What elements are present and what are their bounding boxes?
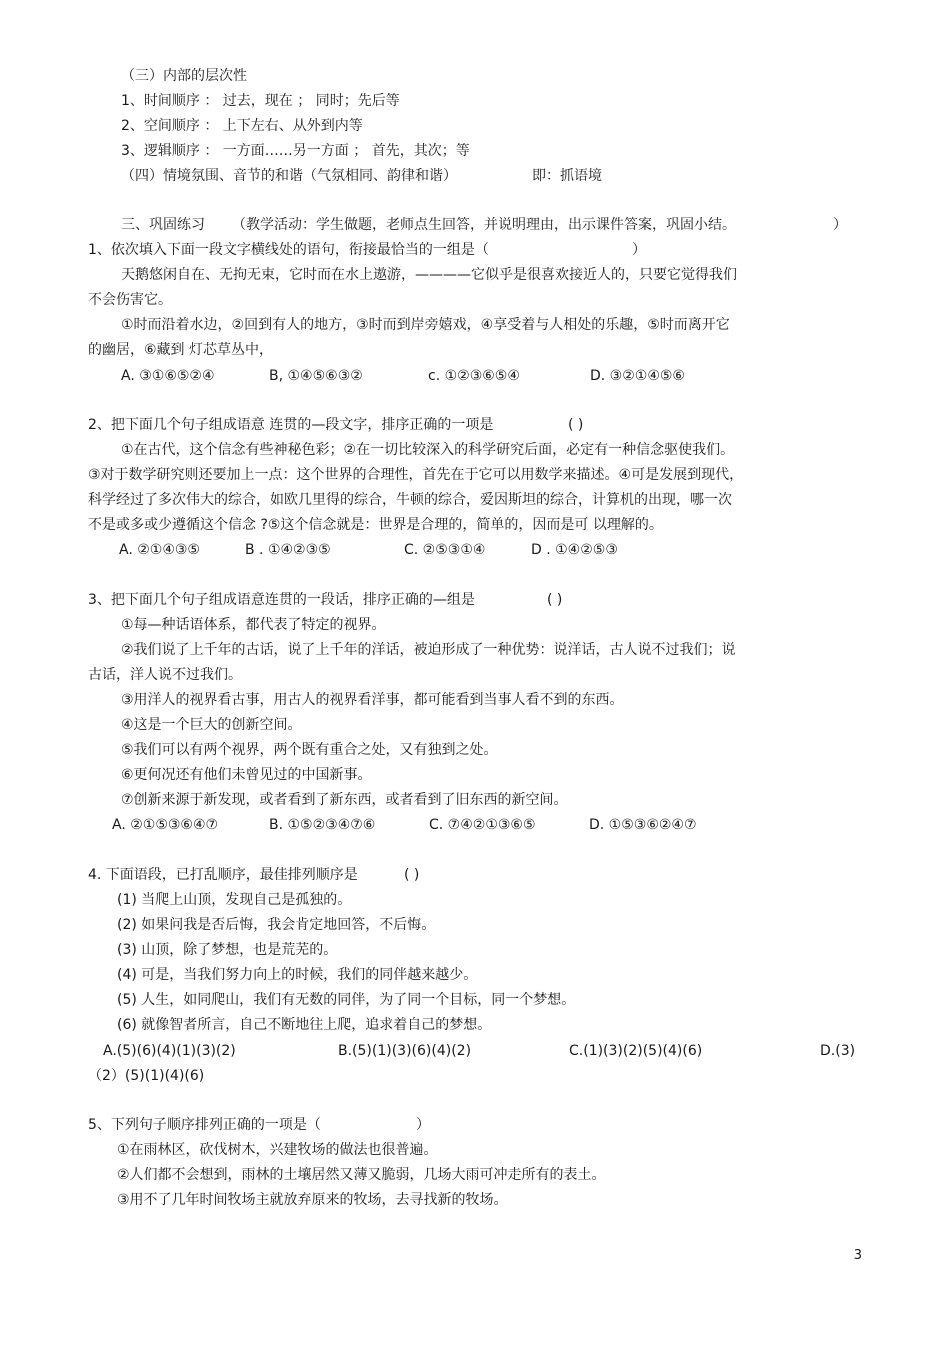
sentence-item: ⑥更何况还有他们未曾见过的中国新事。	[121, 767, 372, 783]
question-stem: 4. 下面语段，已打乱顺序，最佳排列顺序是	[88, 867, 358, 883]
sentence-item: ②人们都不会想到，雨林的土壤居然又薄又脆弱，几场大雨可冲走所有的表土。	[117, 1167, 606, 1183]
question-stem: 5、下列句子顺序排列正确的一项是（	[88, 1117, 321, 1133]
question-passage: ①在古代，这个信念有些神秘色彩；②在一切比较深入的科学研究后面，必定有一种信念驱使我们。	[121, 442, 735, 458]
sentence-item: 古话，洋人说不过我们。	[88, 667, 242, 683]
question-bracket: ( )	[547, 592, 563, 608]
sentence-item: ②我们说了上千年的古话，说了上千年的洋话，被迫形成了一种优势：说洋话，古人说不过我们；说	[121, 642, 736, 658]
question-passage: 不会伤害它。	[88, 292, 172, 308]
section-heading: （三）内部的层次性	[121, 68, 247, 84]
sentence-item: ③用洋人的视界看古事，用古人的视界看洋事，都可能看到当事人看不到的东西。	[121, 692, 624, 708]
sentence-item: (4) 可是，当我们努力向上的时候，我们的同伴越来越少。	[117, 967, 478, 983]
page-number: 3	[853, 1248, 862, 1263]
section-heading: （四）情境氛围、音节的和谐（气氛相同、韵律和谐）	[121, 168, 457, 184]
sentence-item: ①在雨林区，砍伐树木，兴建牧场的做法也很普遍。	[117, 1142, 438, 1158]
question-passage: 不是或多或少遵循这个信念 ?⑤这个信念就是：世界是合理的，简单的，因而是可 以理解的。	[88, 517, 663, 533]
answer-option-d: D. ③②①④⑤⑥	[590, 368, 685, 384]
answer-option-d: D. ①⑤③⑥②④⑦	[589, 817, 697, 833]
question-passage: ③对于数学研究则还要加上一点：这个世界的合理性，首先在于它可以用数学来描述。④可是发展到现代，	[88, 467, 744, 483]
sentence-item: ④这是一个巨大的创新空间。	[121, 717, 302, 733]
sentence-item: (6) 就像智者所言，自己不断地往上爬，追求着自己的梦想。	[117, 1017, 492, 1033]
question-bracket: ）	[632, 242, 646, 258]
answer-option-a: A. ②①④③⑤	[119, 542, 200, 558]
order-item-logic: 3、逻辑顺序 ： 一方面……另一方面 ； 首先，其次；等	[121, 143, 470, 159]
question-passage: 科学经过了多次伟大的综合，如欧几里得的综合，牛顿的综合，爱因斯坦的综合，计算机的出现，哪一次	[88, 492, 732, 508]
question-stem: 2、把下面几个句子组成语意 连贯的—段文字，排序正确的一项是	[88, 417, 494, 433]
answer-option-d-continued: （2）(5)(1)(4)(6)	[88, 1068, 205, 1084]
answer-option-a: A. ②①⑤③⑥④⑦	[112, 817, 219, 833]
answer-option-c: C. ⑦④②①③⑥⑤	[429, 817, 536, 833]
order-item-time: 1、时间顺序 ： 过去，现在 ； 同时；先后等	[121, 93, 400, 109]
sentence-item: (1) 当爬上山顶，发现自己是孤独的。	[117, 892, 352, 908]
practice-close: ）	[833, 217, 847, 233]
answer-option-a: A. ③①⑥⑤②④	[121, 368, 215, 384]
answer-option-b: B . ①④②③⑤	[245, 542, 331, 558]
order-item-space: 2、空间顺序 ： 上下左右、从外到内等	[121, 118, 363, 134]
sentence-item: ③用不了几年时间牧场主就放弃原来的牧场，去寻找新的牧场。	[117, 1192, 508, 1208]
question-stem: 1、依次填入下面一段文字横线处的语句，衔接最恰当的一组是（	[88, 242, 489, 258]
answer-option-c: c. ①②③⑥⑤④	[428, 368, 520, 384]
answer-option-c: C.(1)(3)(2)(5)(4)(6)	[569, 1043, 703, 1059]
answer-option-b: B.(5)(1)(3)(6)(4)(2)	[338, 1043, 472, 1059]
answer-option-a: A.(5)(6)(4)(1)(3)(2)	[103, 1043, 236, 1059]
answer-option-c: C. ②⑤③①④	[404, 542, 486, 558]
sentence-item: ⑤我们可以有两个视界，两个既有重合之处，又有独到之处。	[121, 742, 498, 758]
practice-activity: （教学活动：学生做题，老师点生回答，并说明理由，出示课件答案，巩固小结。	[232, 217, 736, 233]
sentence-item: (2) 如果问我是否后悔，我会肯定地回答，不后悔。	[117, 917, 436, 933]
sentence-item: ⑦创新来源于新发现，或者看到了新东西，或者看到了旧东西的新空间。	[121, 792, 568, 808]
question-bracket: ）	[416, 1117, 430, 1133]
question-stem: 3、把下面几个句子组成语意连贯的一段话，排序正确的—组是	[88, 592, 475, 608]
question-items: 的幽居，⑥藏到 灯芯草丛中，	[88, 342, 274, 358]
question-items: ①时而沿着水边，②回到有人的地方，③时而到岸旁嬉戏，④享受着与人相处的乐趣，⑤时而离开它	[121, 317, 730, 333]
answer-option-b: B, ①④⑤⑥③②	[269, 368, 363, 384]
answer-option-d: D . ①④②⑤③	[531, 542, 618, 558]
question-passage: 天鹅悠闲自在、无拘无束，它时而在水上遨游，————它似乎是很喜欢接近人的，只要它觉得我们	[121, 267, 737, 283]
question-bracket: ( )	[568, 417, 584, 433]
section-note: 即：抓语境	[532, 168, 602, 184]
sentence-item: (3) 山顶，除了梦想，也是荒芜的。	[117, 942, 338, 958]
answer-option-d: D.(3)	[820, 1043, 856, 1059]
sentence-item: ①每—种话语体系，都代表了特定的视界。	[121, 617, 386, 633]
question-bracket: ( )	[404, 867, 420, 883]
answer-option-b: B. ①⑤②③④⑦⑥	[269, 817, 376, 833]
sentence-item: (5) 人生，如同爬山，我们有无数的同伴，为了同一个目标，同一个梦想。	[117, 992, 576, 1008]
practice-heading: 三、巩固练习	[121, 217, 205, 233]
